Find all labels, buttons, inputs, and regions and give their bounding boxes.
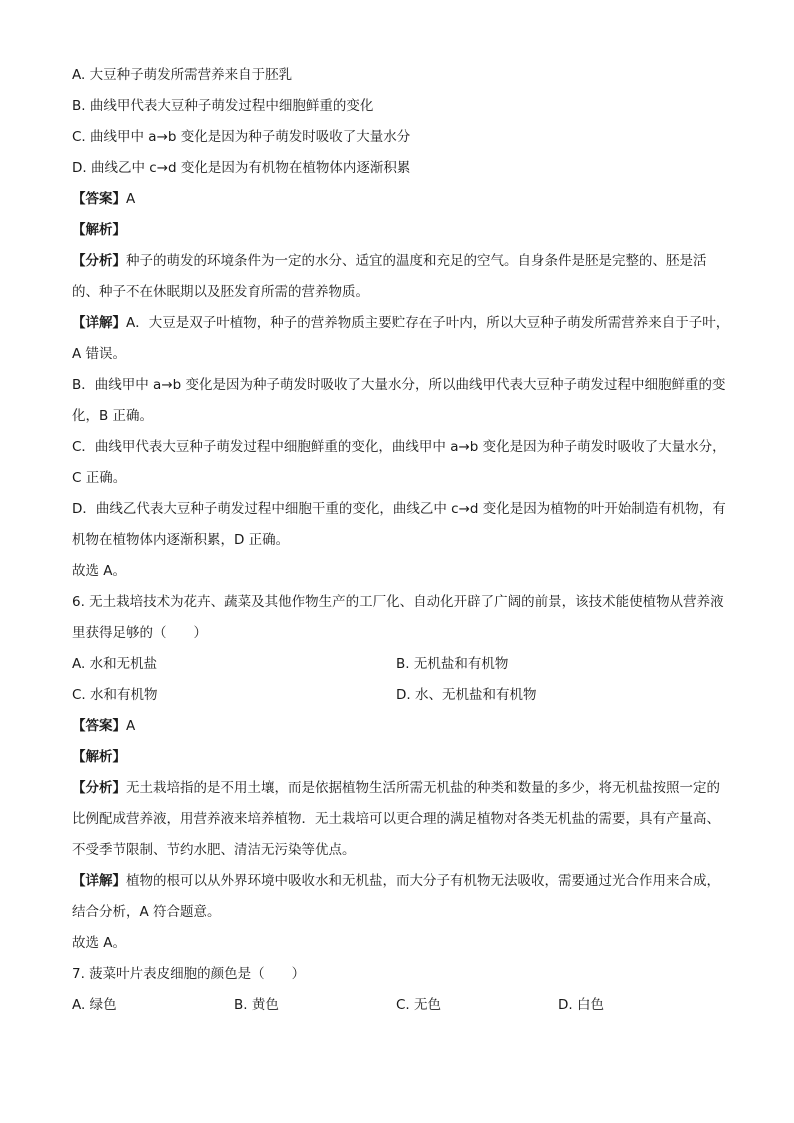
q6-option-b: B. 无机盐和有机物	[396, 656, 509, 672]
answer-value: A	[126, 718, 136, 734]
q5-option-d: D. 曲线乙中 c→d 变化是因为有机物在植物体内逐渐积累	[72, 160, 411, 176]
q6-option-d: D. 水、无机盐和有机物	[396, 687, 537, 703]
q6-options-row-2	[72, 680, 732, 711]
q5-fenxi	[72, 246, 732, 308]
xiangjie-tag: 【详解】	[72, 873, 126, 889]
fenxi-text: 种子的萌发的环境条件为一定的水分、适宜的温度和充足的空气。自身条件是胚是完整的、胚是活的、种子不在休眠期以及胚发育所需的营养物质。	[72, 253, 707, 300]
answer-tag: 【答案】	[72, 718, 126, 734]
xiangjie-a-text: A．大豆是双子叶植物，种子的营养物质主要贮存在子叶内，所以大豆种子萌发所需营养来自于子叶，A 错误。	[72, 315, 730, 362]
answer-tag: 【答案】	[72, 191, 126, 207]
q7-option-d: D. 白色	[558, 997, 604, 1013]
q5-option-a: A. 大豆种子萌发所需营养来自于胚乳	[72, 67, 293, 83]
q6-options-row-1	[72, 649, 732, 680]
q6-analysis-heading	[72, 742, 732, 773]
q5-option-c: C. 曲线甲中 a→b 变化是因为种子萌发时吸收了大量水分	[72, 129, 411, 145]
fenxi-text: 无土栽培指的是不用土壤，而是依据植物生活所需无机盐的种类和数量的多少，将无机盐按照一定的比例配成营养液，用营养液来培养植物．无土栽培可以更合理的满足植物对各类无机盐的需要，具有产量高、不受季节限制、节约水肥、清洁无污染等优点。	[72, 780, 720, 858]
q6-xiangjie	[72, 866, 732, 928]
q5-xiangjie-b: B．曲线甲中 a→b 变化是因为种子萌发时吸收了大量水分，所以曲线甲代表大豆种子萌发过程中细胞鲜重的变化，B 正确。	[72, 377, 726, 424]
q6-fenxi	[72, 773, 732, 866]
q7-stem: 7. 菠菜叶片表皮细胞的颜色是（ ）	[72, 966, 306, 982]
q5-conclusion: 故选 A。	[72, 563, 127, 579]
q7-option-a: A. 绿色	[72, 997, 117, 1013]
q5-xiangjie-a	[72, 308, 732, 370]
q6-option-c: C. 水和有机物	[72, 687, 158, 703]
xiangjie-tag: 【详解】	[72, 315, 126, 331]
q6-stem: 6. 无土栽培技术为花卉、蔬菜及其他作物生产的工厂化、自动化开辟了广阔的前景，该技术能使植物从营养液里获得足够的（ ）	[72, 594, 724, 641]
q6-answer	[72, 711, 732, 742]
q5-option-b: B. 曲线甲代表大豆种子萌发过程中细胞鲜重的变化	[72, 98, 374, 114]
q7-options-row	[72, 990, 732, 1021]
q5-xiangjie-c: C．曲线甲代表大豆种子萌发过程中细胞鲜重的变化，曲线甲中 a→b 变化是因为种子萌发时吸收了大量水分，C 正确。	[72, 439, 726, 486]
xiangjie-text: 植物的根可以从外界环境中吸收水和无机盐，而大分子有机物无法吸收，需要通过光合作用来合成，结合分析，A 符合题意。	[72, 873, 720, 920]
q7-option-b: B. 黄色	[234, 997, 279, 1013]
q7-option-c: C. 无色	[396, 997, 442, 1013]
fenxi-tag: 【分析】	[72, 253, 126, 269]
document-page	[72, 60, 732, 1021]
fenxi-tag: 【分析】	[72, 780, 126, 796]
q5-answer	[72, 184, 732, 215]
q5-xiangjie-d: D．曲线乙代表大豆种子萌发过程中细胞干重的变化，曲线乙中 c→d 变化是因为植物的叶开始制造有机物，有机物在植物体内逐渐积累，D 正确。	[72, 501, 726, 548]
analysis-tag: 【解析】	[72, 749, 126, 765]
q6-conclusion: 故选 A。	[72, 935, 127, 951]
analysis-tag: 【解析】	[72, 222, 126, 238]
answer-value: A	[126, 191, 136, 207]
q5-analysis-heading	[72, 215, 732, 246]
q6-option-a: A. 水和无机盐	[72, 656, 158, 672]
